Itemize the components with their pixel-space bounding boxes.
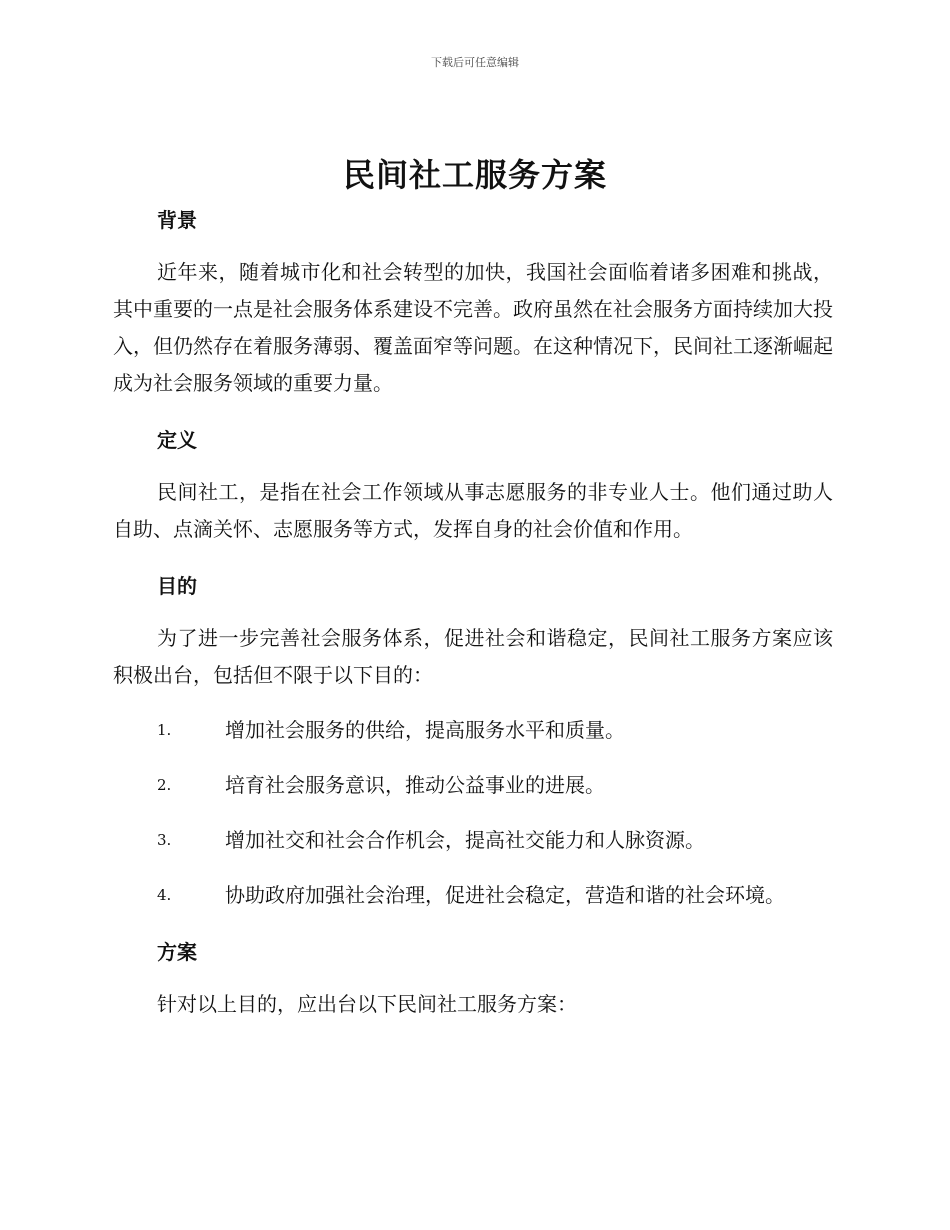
- list-item: [113, 767, 833, 804]
- header-note: 下载后可任意编辑: [431, 56, 519, 69]
- section-heading-background: 背景: [157, 208, 197, 232]
- document-body: [113, 200, 833, 1041]
- section-heading-plan: 方案: [157, 940, 197, 964]
- list-item-number: 4.: [157, 886, 172, 904]
- list-item-text: 培育社会服务意识，推动公益事业的进展。: [225, 773, 605, 797]
- purpose-list: [113, 712, 833, 914]
- list-item-text: 增加社交和社会合作机会，提高社交能力和人脉资源。: [225, 828, 705, 852]
- plan-paragraph: 针对以上目的，应出台以下民间社工服务方案：: [157, 992, 577, 1016]
- list-item-text: 协助政府加强社会治理，促进社会稳定，营造和谐的社会环境。: [225, 883, 785, 907]
- list-item-number: 2.: [157, 776, 172, 794]
- document-title: 民间社工服务方案: [342, 156, 607, 194]
- section-heading-definition: 定义: [157, 428, 197, 452]
- definition-paragraph: 民间社工，是指在社会工作领域从事志愿服务的非专业人士。他们通过助人自助、点滴关怀、志愿服务等方式，发挥自身的社会价值和作用。: [113, 480, 833, 541]
- list-item-text: 增加社会服务的供给，提高服务水平和质量。: [225, 718, 625, 742]
- list-item-number: 1.: [157, 721, 172, 739]
- section-heading-purpose: 目的: [157, 574, 197, 598]
- background-paragraph: 近年来，随着城市化和社会转型的加快，我国社会面临着诸多困难和挑战，其中重要的一点是社会服务体系建设不完善。政府虽然在社会服务方面持续加大投入，但仍然存在着服务薄弱、覆盖面窄等问题。在这种情况下，民间社工逐渐崛起成为社会服务领域的重要力量。: [113, 260, 833, 395]
- list-item: [113, 822, 833, 859]
- purpose-paragraph: 为了进一步完善社会服务体系，促进社会和谐稳定，民间社工服务方案应该积极出台，包括但不限于以下目的：: [113, 626, 833, 687]
- list-item: [113, 877, 833, 914]
- list-item: [113, 712, 833, 749]
- list-item-number: 3.: [157, 831, 172, 849]
